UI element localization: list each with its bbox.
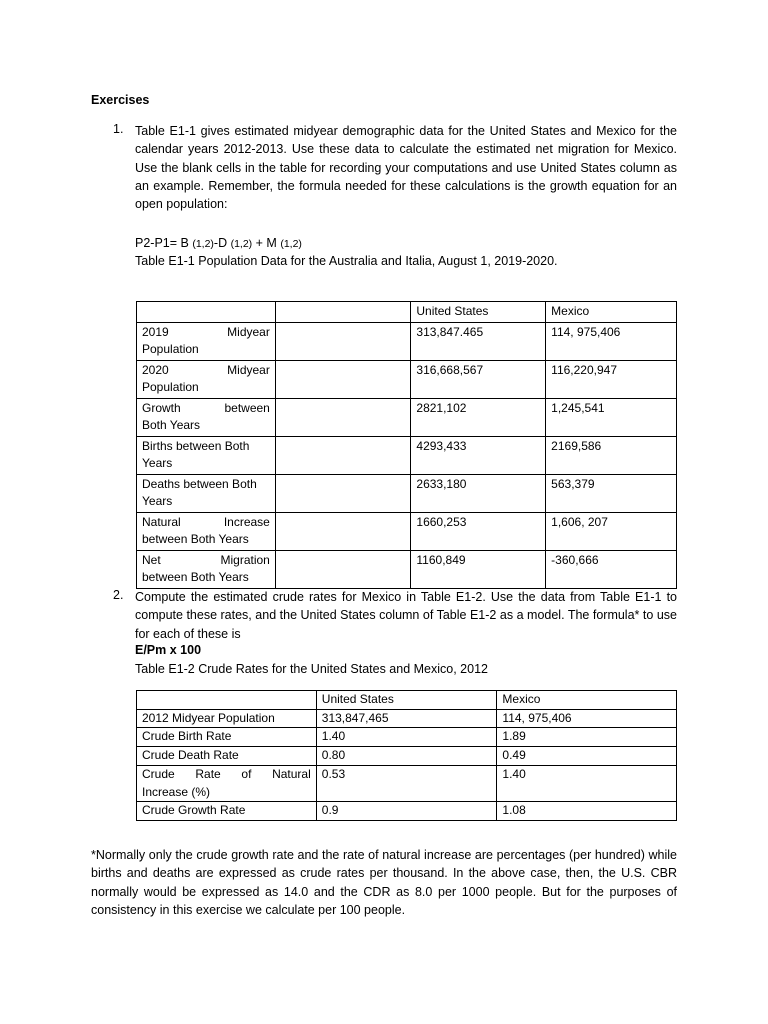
- row-label: 2012 Midyear Population: [137, 709, 317, 728]
- us-value: 1160,849: [411, 550, 546, 588]
- header-cell: United States: [411, 302, 546, 323]
- mexico-value: -360,666: [546, 550, 677, 588]
- label-line1: Deaths between Both: [142, 476, 257, 491]
- blank-cell: [275, 474, 411, 512]
- label-word: Net: [142, 552, 161, 567]
- label-line1: Births between Both: [142, 438, 250, 453]
- label-line2: Population: [142, 342, 199, 356]
- row-label: [137, 550, 276, 588]
- mexico-value: 1,606, 207: [546, 512, 677, 550]
- row-label: [137, 436, 276, 474]
- crude-rate-formula: E/Pm x 100: [135, 643, 202, 657]
- label-word: Migration: [220, 552, 270, 567]
- table-e1-2-caption: Table E1-2 Crude Rates for the United States and Mexico, 2012: [135, 662, 488, 676]
- exercise-2-number: 2.: [113, 588, 124, 602]
- label-word: Growth: [142, 400, 181, 415]
- us-value: 0.53: [316, 765, 497, 801]
- table-row: [137, 550, 677, 588]
- blank-cell: [275, 398, 411, 436]
- mexico-value: 2169,586: [546, 436, 677, 474]
- mexico-value: 1.89: [497, 728, 677, 747]
- blank-cell: [275, 436, 411, 474]
- label-line2: Population: [142, 380, 199, 394]
- label-word: Increase: [223, 514, 270, 529]
- us-value: 313,847.465: [411, 322, 546, 360]
- label-word: 2019: [142, 324, 169, 339]
- us-value: 0.9: [316, 802, 497, 821]
- blank-cell: [275, 512, 411, 550]
- row-label: [137, 398, 276, 436]
- mexico-value: 0.49: [497, 747, 677, 766]
- formula-subscript: (1,2): [280, 238, 302, 250]
- table-e1-2: [136, 690, 677, 821]
- row-label: [137, 322, 276, 360]
- exercise-1-text: Table E1-1 gives estimated midyear demographic data for the United States and Mexico for the calendar years 2012-2013. Use these data to calculate the estimated net migration for Mexico. Use the blank cells in the table for recording your computations and use United States column as an example. Remember, the formula needed for these calculations is the growth equation for an open population:: [135, 124, 677, 212]
- label-word: Natural: [142, 514, 181, 529]
- label-line2: between Both Years: [142, 570, 249, 584]
- formula-part: P2-P1= B: [135, 236, 193, 250]
- header-cell: [137, 302, 276, 323]
- us-value: 4293,433: [411, 436, 546, 474]
- row-label: [137, 360, 276, 398]
- blank-cell: [275, 360, 411, 398]
- label-word: Midyear: [227, 324, 270, 339]
- us-value: 0.80: [316, 747, 497, 766]
- footnote: *Normally only the crude growth rate and the rate of natural increase are percentages (per hundred) while births and deaths are expressed as crude rates per thousand. In the above case, then, the U.S. CBR normally would be expressed as 14.0 and the CDR as 8.0 per 1000 people. But for the purposes of consistency in this exercise we calculate per 100 people.: [91, 848, 677, 917]
- us-value: 2821,102: [411, 398, 546, 436]
- table-header-row: [137, 691, 677, 710]
- us-value: 316,668,567: [411, 360, 546, 398]
- formula-part: -D: [213, 236, 231, 250]
- table-row: [137, 747, 677, 766]
- label-word: Natural: [272, 766, 311, 781]
- table-row: [137, 474, 677, 512]
- table-e1-1-caption: Table E1-1 Population Data for the Australia and Italia, August 1, 2019-2020.: [135, 254, 558, 268]
- mexico-value: 563,379: [546, 474, 677, 512]
- label-line2: Years: [142, 456, 173, 470]
- blank-cell: [275, 550, 411, 588]
- us-value: 2633,180: [411, 474, 546, 512]
- header-cell: [137, 691, 317, 710]
- label-line2: Increase (%): [142, 784, 211, 799]
- row-label: Crude Death Rate: [137, 747, 317, 766]
- header-cell: [275, 302, 411, 323]
- row-label: [137, 474, 276, 512]
- label-word: of: [241, 766, 252, 781]
- table-row: [137, 398, 677, 436]
- row-label: [137, 512, 276, 550]
- mexico-value: 114, 975,406: [546, 322, 677, 360]
- mexico-value: 116,220,947: [546, 360, 677, 398]
- blank-cell: [275, 322, 411, 360]
- table-e1-1: [136, 301, 677, 589]
- mexico-value: 1,245,541: [546, 398, 677, 436]
- header-cell: Mexico: [497, 691, 677, 710]
- exercises-heading: Exercises: [91, 93, 150, 107]
- mexico-value: 1.40: [497, 765, 677, 801]
- exercise-2-text: Compute the estimated crude rates for Mexico in Table E1-2. Use the data from Table E1-1 to compute these rates, and the United States column of Table E1-2 as a model. The formula* to use for each of these is: [135, 590, 677, 641]
- table-header-row: [137, 302, 677, 323]
- us-value: 1660,253: [411, 512, 546, 550]
- mexico-value: 114, 975,406: [497, 709, 677, 728]
- table-row: [137, 436, 677, 474]
- header-cell: Mexico: [546, 302, 677, 323]
- label-word: Rate: [195, 766, 221, 781]
- table-row: [137, 322, 677, 360]
- formula-part: + M: [252, 236, 281, 250]
- label-word: 2020: [142, 362, 169, 377]
- row-label: Crude Birth Rate: [137, 728, 317, 747]
- formula-subscript: (1,2): [192, 238, 214, 250]
- table-row: [137, 765, 677, 801]
- label-line2: between Both Years: [142, 532, 249, 546]
- label-word: Midyear: [227, 362, 270, 377]
- label-word: Crude: [142, 766, 175, 781]
- growth-equation: [135, 236, 302, 250]
- us-value: 313,847,465: [316, 709, 497, 728]
- exercise-1-number: 1.: [113, 122, 124, 136]
- table-row: [137, 512, 677, 550]
- row-label: Crude Growth Rate: [137, 802, 317, 821]
- formula-subscript: (1,2): [230, 238, 253, 250]
- label-word: between: [224, 400, 270, 415]
- header-cell: United States: [316, 691, 497, 710]
- table-row: [137, 802, 677, 821]
- table-row: [137, 709, 677, 728]
- us-value: 1.40: [316, 728, 497, 747]
- mexico-value: 1.08: [497, 802, 677, 821]
- label-line2: Years: [142, 494, 173, 508]
- row-label: [137, 765, 317, 801]
- label-line2: Both Years: [142, 418, 201, 432]
- table-row: [137, 728, 677, 747]
- table-row: [137, 360, 677, 398]
